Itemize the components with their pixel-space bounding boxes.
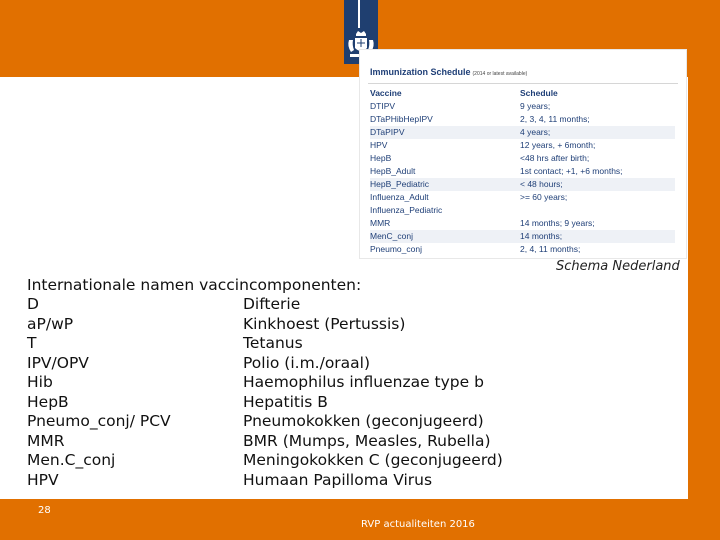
vaccine-cell: HepB_Adult (370, 166, 416, 176)
vaccine-full-name: Hepatitis B (243, 392, 328, 411)
vaccine-cell: DTIPV (370, 101, 396, 111)
list-item (27, 373, 503, 393)
vaccine-abbreviation: MMR (27, 431, 65, 450)
vaccine-full-name: Tetanus (243, 334, 303, 352)
table-row (370, 113, 675, 126)
list-item (27, 471, 503, 491)
vaccine-names-list (27, 295, 503, 490)
vaccine-abbreviation: T (27, 334, 37, 352)
vaccine-full-name: Humaan Papilloma Virus (243, 470, 433, 489)
schedule-title (370, 67, 527, 77)
table-row (370, 126, 675, 139)
schedule-title-note: (2014 or latest available) (472, 71, 528, 77)
list-item (27, 412, 503, 432)
schedule-cell (520, 204, 675, 217)
table-row (370, 191, 675, 204)
table-row (370, 204, 675, 217)
list-item (27, 334, 503, 354)
vaccine-full-name: Haemophilus influenzae type b (243, 373, 484, 391)
table-row (370, 152, 675, 165)
list-item (27, 354, 503, 374)
vaccine-cell: Influenza_Adult (370, 192, 429, 202)
table-row (370, 100, 675, 113)
vaccine-abbreviation: IPV/OPV (27, 353, 89, 372)
schedule-cell: 14 months; (520, 231, 563, 241)
vaccine-full-name: Meningokokken C (geconjugeerd) (243, 451, 503, 469)
footer-bar (0, 499, 720, 540)
list-item (27, 393, 503, 413)
schedule-caption: Schema Nederland (556, 259, 680, 274)
schedule-divider (368, 83, 678, 84)
vaccine-cell: DTaPIPV (370, 127, 405, 137)
vaccine-cell: Pneumo_conj (370, 244, 422, 254)
footer-text: RVP actualiteiten 2016 (361, 519, 475, 530)
vaccine-full-name: Polio (i.m./oraal) (243, 353, 371, 372)
list-item (27, 432, 503, 452)
schedule-cell: 2, 3, 4, 11 months; (520, 114, 590, 124)
schedule-cell: 4 years; (520, 127, 551, 137)
schedule-cell: 2, 4, 11 months; (520, 244, 581, 254)
vaccine-abbreviation: HPV (27, 470, 59, 489)
vaccine-abbreviation: D (27, 295, 39, 313)
schedule-panel (360, 50, 686, 258)
vaccine-cell: HepB (370, 153, 392, 163)
vaccine-cell: DTaPHibHepIPV (370, 114, 433, 124)
vaccine-abbreviation: aP/wP (27, 314, 74, 333)
vaccine-abbreviation: HepB (27, 392, 69, 411)
schedule-cell: 12 years, + 6month; (520, 140, 596, 150)
column-header-schedule: Schedule (520, 88, 558, 98)
table-row (370, 139, 675, 152)
names-heading: Internationale namen vaccincomponenten: (27, 276, 362, 294)
vaccine-cell: MenC_conj (370, 231, 413, 241)
schedule-cell: < 48 hours; (520, 179, 563, 189)
table-row (370, 230, 675, 243)
table-row (370, 243, 675, 256)
vaccine-cell: Influenza_Pediatric (370, 205, 443, 215)
schedule-cell: 9 years; (520, 101, 551, 111)
schedule-cell: >= 60 years; (520, 192, 568, 202)
schedule-cell: 1st contact; +1, +6 months; (520, 166, 623, 176)
schedule-cell: 14 months; 9 years; (520, 218, 595, 228)
column-header-vaccine: Vaccine (370, 88, 402, 98)
vaccine-cell: HPV (370, 140, 388, 150)
list-item (27, 315, 503, 335)
vaccine-cell: HepB_Pediatric (370, 179, 430, 189)
table-row (370, 165, 675, 178)
list-item (27, 451, 503, 471)
vaccine-full-name: Difterie (243, 295, 301, 313)
table-row (370, 217, 675, 230)
vaccine-full-name: Kinkhoest (Pertussis) (243, 314, 406, 333)
schedule-header-row (370, 87, 675, 100)
vaccine-abbreviation: Men.C_conj (27, 451, 116, 469)
vaccine-full-name: BMR (Mumps, Measles, Rubella) (243, 431, 491, 450)
schedule-title-text: Immunization Schedule (370, 67, 471, 77)
side-bar (688, 77, 720, 540)
vaccine-cell: MMR (370, 218, 391, 228)
vaccine-abbreviation: Pneumo_conj/ PCV (27, 412, 171, 430)
logo-stripe (358, 0, 360, 28)
vaccine-full-name: Pneumokokken (geconjugeerd) (243, 412, 484, 430)
schedule-cell: <48 hrs after birth; (520, 153, 590, 163)
schedule-table (370, 87, 675, 256)
table-row (370, 178, 675, 191)
vaccine-abbreviation: Hib (27, 373, 53, 391)
list-item (27, 295, 503, 315)
page-number: 28 (38, 505, 51, 516)
